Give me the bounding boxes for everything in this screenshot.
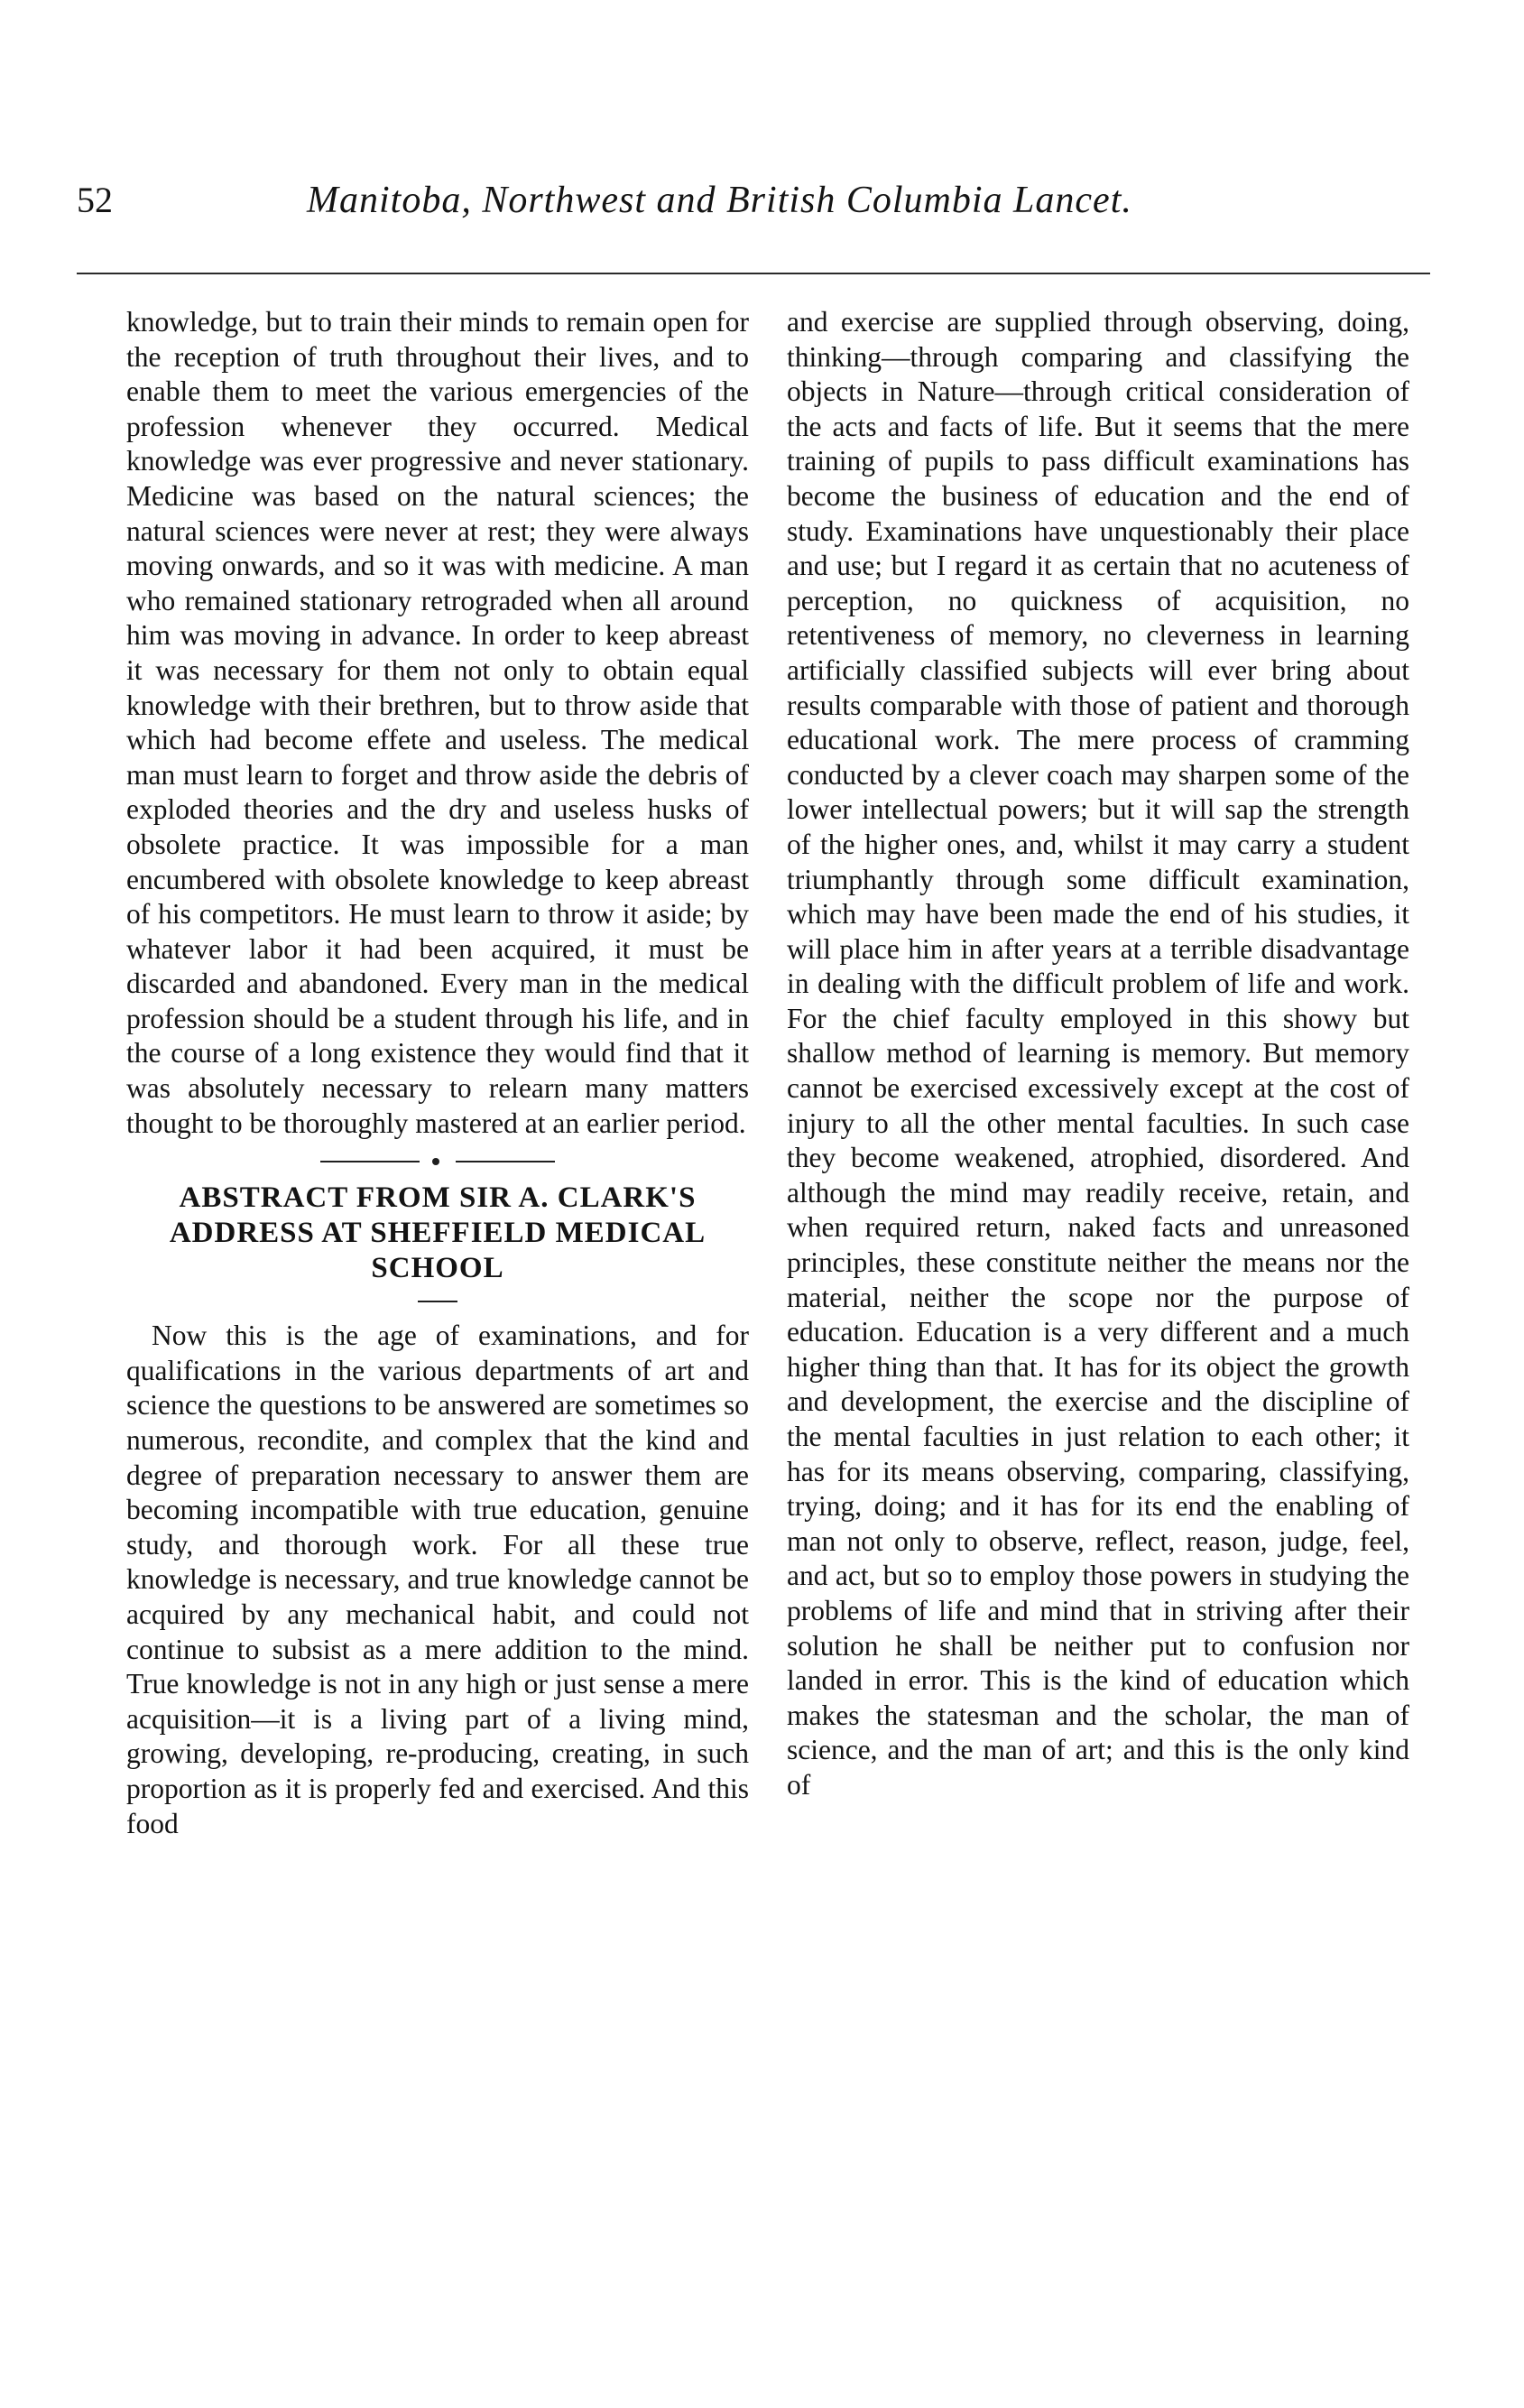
right-column [787,305,1409,1803]
header-rule [77,273,1430,274]
section-heading: ABSTRACT FROM SIR A. CLARK'S ADDRESS AT SHEFFIELD MEDICAL SCHOOL [169,1181,707,1285]
left-paragraph-continued: knowledge, but to train their minds to remain open for the reception of truth throughout their lives, and to enable them to meet the various emergencies of the profession whenever they occurred. Medical knowledge was ever progressive and never stationary. Medicine was based on the natural sciences; the natural sciences were never at rest; they were always moving onwards, and so it was with medicine. A man who remained stationary retrograded when all around him was moving in advance. In order to keep abreast it was necessary for them not only to obtain equal knowledge with their brethren, but to throw aside that which had become effete and useless. The medical man must learn to forget and throw aside the debris of exploded theories and the dry and useless husks of obsolete practice. It was impossible for a man encumbered with obsolete knowledge to keep abreast of his competitors. He must learn to throw it aside; by whatever labor it had been acquired, it must be discarded and abandoned. Every man in the medical profession should be a student through his life, and in the course of a long existence they would find that it was absolutely necessary to relearn many matters thought to be thoroughly mastered at an earlier period. [126,306,749,1139]
right-paragraph-continued: and exercise are supplied through observing, doing, thinking—through comparing and classifying the objects in Nature—through critical consideration of the acts and facts of life. But it seems that the mere training of pupils to pass difficult examinations has become the business of education and the end of study. Examinations have unquestionably their place and use; but I regard it as certain that no acuteness of perception, no quickness of acquisition, no retentiveness of memory, no cleverness in learning artificially classified subjects will ever bring about results comparable with those of patient and thorough educational work. The mere process of cramming conducted by a clever coach may sharpen some of the lower intellectual powers; but it will sap the strength of the higher ones, and, whilst it may carry a student triumphantly through some difficult examination, which may have been made the end of his studies, it will place him in after years at a terrible disadvantage in dealing with the difficult problem of life and work. For the chief faculty employed in this showy but shallow method of learning is memory. But memory cannot be exercised excessively except at the cost of injury to all the other mental faculties. In such case they become weakened, atrophied, disordered. And although the mind may readily receive, retain, and when required return, naked facts and unreasoned principles, these constitute neither the means nor the material, neither the scope nor the purpose of education. Education is a very different and a much higher thing than that. It has for its object the growth and development, the exercise and the discipline of the mental faculties in just relation to each other; it has for its means observing, comparing, classifying, trying, doing; and it has for its end the enabling of man not only to observe, reflect, reason, judge, feel, and act, but so to employ those powers in studying the problems of life and mind that in striving after their solution he shall be neither put to confusion nor landed in error. This is the kind of education which makes the statesman and the scholar, the man of science, and the man of art; and this is the only kind of [787,306,1409,1801]
heading-short-rule [418,1301,457,1302]
left-paragraph-examinations: Now this is the age of examinations, and for qualifications in the various departments of art and science the questions to be answered are sometimes so numerous, recondite, and complex that the kind and degree of preparation necessary to answer them are becoming incompatible with true education, genuine study, and thorough work. For all these true knowledge is necessary, and true knowledge cannot be acquired by any mechanical habit, and could not continue to subsist as a mere addition to the mind. True knowledge is not in any high or just sense a mere acquisition—it is a living part of a living mind, growing, developing, re-producing, creating, in such proportion as it is properly fed and exercised. And this food [126,1320,749,1839]
section-divider-ornament [320,1157,555,1166]
page-number: 52 [77,180,113,220]
running-title: Manitoba, Northwest and British Columbia Lancet. [307,180,1132,221]
left-column [126,305,749,1841]
page-header [77,179,1448,233]
